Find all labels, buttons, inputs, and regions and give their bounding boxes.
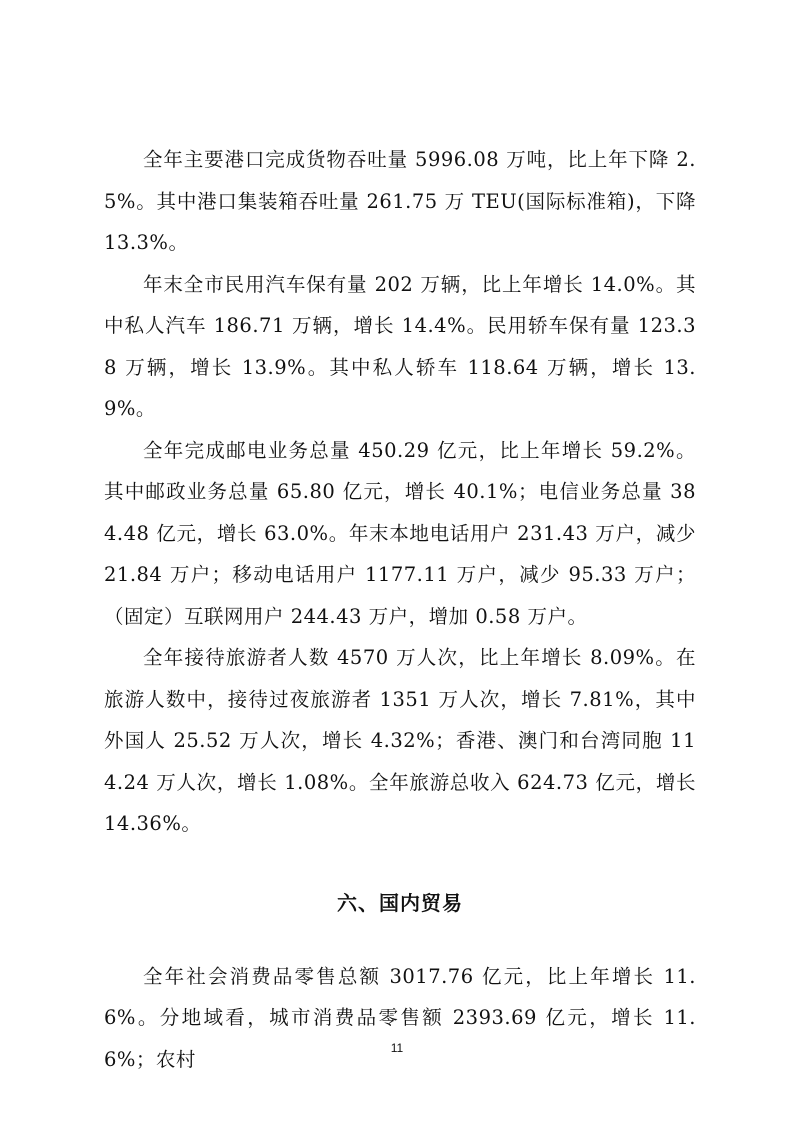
- paragraph-port-throughput: 全年主要港口完成货物吞吐量 5996.08 万吨，比上年下降 2.5%。其中港口集装箱吞吐量 261.75 万 TEU(国际标准箱)，下降 13.3%。: [104, 148, 696, 254]
- section-heading-domestic-trade: 六、国内贸易: [337, 890, 463, 915]
- paragraph-postal-telecom: 全年完成邮电业务总量 450.29 亿元，比上年增长 59.2%。其中邮政业务总量 65.80 亿元，增长 40.1%；电信业务总量 384.48 亿元，增长 63.0%。年末本地电话用户 231.43 万户，减少 21.84 万户；移动电话用户 1177.11 万户，减少 95.33 万户；（固定）互联网用户 244.43 万户，增加 0.58 万户。: [104, 438, 696, 628]
- page-number: 11: [390, 1041, 404, 1055]
- paragraph-retail-sales: 全年社会消费品零售总额 3017.76 亿元，比上年增长 11.6%。分地域看，城市消费品零售额 2393.69 亿元，增长 11.6%；农村: [104, 964, 696, 1071]
- paragraph-vehicle-ownership: 年末全市民用汽车保有量 202 万辆，比上年增长 14.0%。其中私人汽车 186.71 万辆，增长 14.4%。民用轿车保有量 123.38 万辆，增长 13.9%。其中私人轿车 118.64 万辆，增长 13.9%。: [104, 272, 696, 420]
- paragraph-tourism: 全年接待旅游者人数 4570 万人次，比上年增长 8.09%。在旅游人数中，接待过夜旅游者 1351 万人次，增长 7.81%，其中外国人 25.52 万人次，增长 4.32%；香港、澳门和台湾同胞 114.24 万人次，增长 1.08%。全年旅游总收入 624.73 亿元，增长 14.36%。: [104, 646, 696, 835]
- document-body: [104, 139, 696, 1080]
